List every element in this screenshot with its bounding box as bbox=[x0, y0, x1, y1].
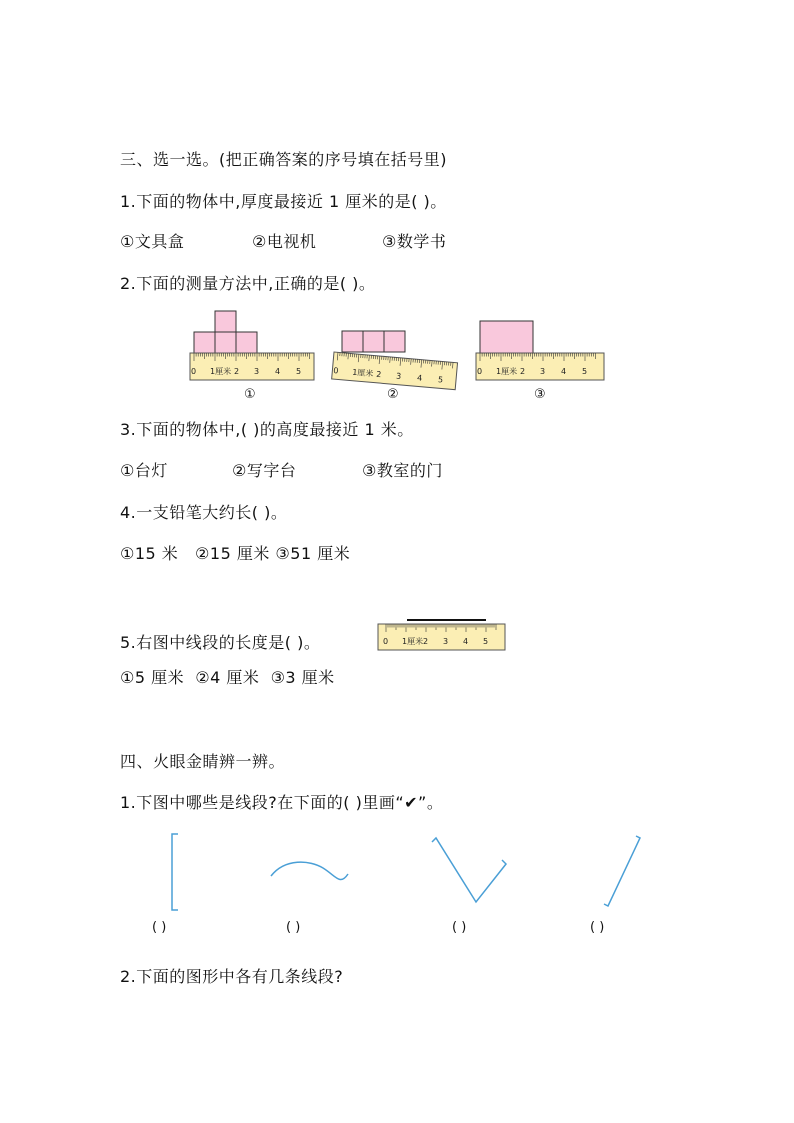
slanted-segment bbox=[604, 836, 640, 906]
q3-option-3[interactable]: ③教室的门 bbox=[362, 461, 443, 480]
ruler-label-5: 5 bbox=[582, 367, 588, 376]
q3-option-2[interactable]: ②写字台 bbox=[232, 461, 297, 480]
answer-paren-3[interactable]: ( ) bbox=[452, 920, 467, 935]
ruler-label-0: 0 bbox=[332, 366, 339, 376]
angle-shape bbox=[432, 838, 506, 902]
answer-paren-4[interactable]: ( ) bbox=[590, 920, 605, 935]
q2-label-3[interactable]: ③ bbox=[534, 387, 546, 402]
q2-label-1[interactable]: ① bbox=[244, 387, 256, 402]
ruler-figure-2 bbox=[330, 308, 460, 385]
ruler-label-2: 2 bbox=[423, 637, 429, 646]
q1-option-2[interactable]: ②电视机 bbox=[252, 232, 317, 251]
ruler-label-3: 3 bbox=[254, 367, 260, 376]
ruler-figure-3 bbox=[476, 308, 606, 382]
block bbox=[342, 331, 363, 352]
block bbox=[480, 321, 533, 353]
ruler-label-5: 5 bbox=[437, 375, 444, 385]
ruler-label-1: 1厘米 bbox=[351, 367, 374, 379]
ruler-label-2: 2 bbox=[375, 369, 382, 380]
ruler-label-2: 2 bbox=[520, 367, 526, 376]
ruler-figure-1 bbox=[190, 308, 320, 382]
ruler-label-4: 4 bbox=[561, 367, 567, 376]
wavy-curve bbox=[271, 862, 348, 879]
block bbox=[215, 332, 236, 353]
ruler-label-1: 1厘米 bbox=[210, 367, 232, 376]
ruler-label-0: 0 bbox=[383, 637, 389, 646]
ruler-label-5: 5 bbox=[483, 637, 489, 646]
q1-text: 1.下面的物体中,厚度最接近 1 厘米的是( )。 bbox=[120, 192, 447, 211]
section3-title: 三、选一选。(把正确答案的序号填在括号里) bbox=[120, 150, 447, 169]
bracket-shape bbox=[172, 834, 178, 910]
ruler-label-3: 3 bbox=[443, 637, 449, 646]
block bbox=[236, 332, 257, 353]
ruler-label-1: 1厘米 bbox=[402, 637, 424, 646]
q2-text: 2.下面的测量方法中,正确的是( )。 bbox=[120, 274, 376, 293]
q4-text: 4.一支铅笔大约长( )。 bbox=[120, 503, 288, 522]
sec4-q1-text: 1.下图中哪些是线段?在下面的( )里画“✔”。 bbox=[120, 793, 444, 812]
block bbox=[384, 331, 405, 352]
answer-paren-2[interactable]: ( ) bbox=[286, 920, 301, 935]
segment-figures bbox=[160, 830, 680, 915]
q5-options[interactable]: ①5 厘米 ②4 厘米 ③3 厘米 bbox=[120, 668, 335, 687]
sec4-q2-text: 2.下面的图形中各有几条线段? bbox=[120, 967, 344, 986]
block bbox=[194, 332, 215, 353]
q2-label-2[interactable]: ② bbox=[387, 387, 399, 402]
ruler-label-0: 0 bbox=[191, 367, 197, 376]
block bbox=[215, 311, 236, 332]
section4-title: 四、火眼金睛辨一辨。 bbox=[120, 752, 286, 771]
ruler-label-4: 4 bbox=[463, 637, 469, 646]
q1-option-3[interactable]: ③数学书 bbox=[382, 232, 447, 251]
ruler-label-3: 3 bbox=[540, 367, 546, 376]
block bbox=[363, 331, 384, 352]
q4-options[interactable]: ①15 米 ②15 厘米 ③51 厘米 bbox=[120, 544, 351, 563]
q3-option-1[interactable]: ①台灯 bbox=[120, 461, 168, 480]
q5-ruler-figure bbox=[378, 617, 508, 651]
ruler-label-4: 4 bbox=[416, 373, 423, 383]
ruler-label-1: 1厘米 bbox=[496, 367, 518, 376]
ruler-label-3: 3 bbox=[395, 371, 402, 381]
answer-paren-1[interactable]: ( ) bbox=[152, 920, 167, 935]
ruler-label-4: 4 bbox=[275, 367, 281, 376]
ruler-label-2: 2 bbox=[234, 367, 240, 376]
q5-text: 5.右图中线段的长度是( )。 bbox=[120, 633, 321, 652]
ruler-label-0: 0 bbox=[477, 367, 483, 376]
q1-option-1[interactable]: ①文具盒 bbox=[120, 232, 185, 251]
q3-text: 3.下面的物体中,( )的高度最接近 1 米。 bbox=[120, 420, 414, 439]
ruler-label-5: 5 bbox=[296, 367, 302, 376]
